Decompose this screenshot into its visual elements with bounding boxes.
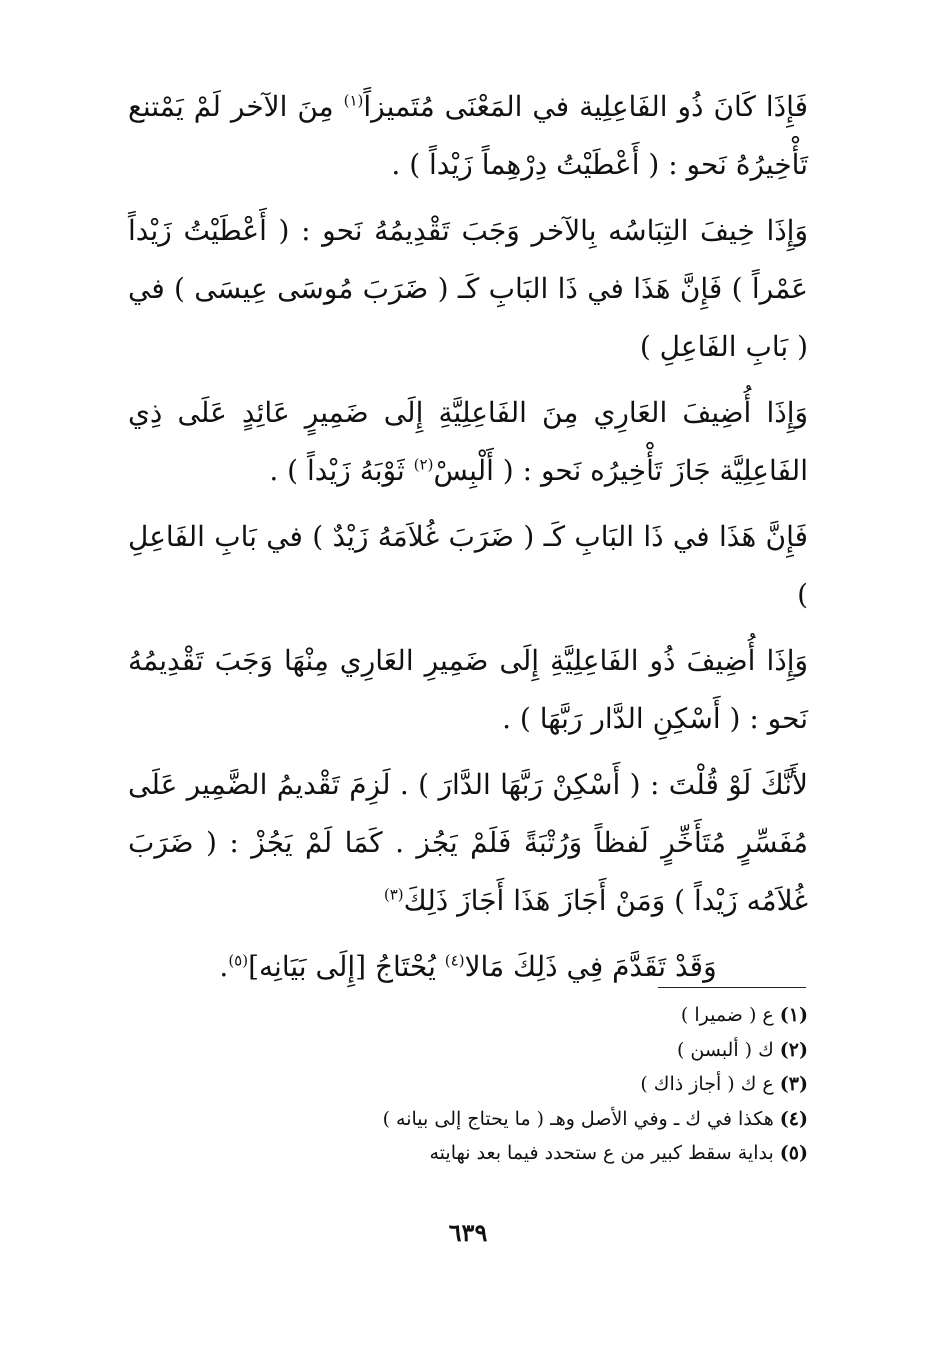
footnote-ref-5: (٥) bbox=[228, 951, 249, 970]
footnote-text: ع ك ( أجاز ذاك ) bbox=[640, 1073, 774, 1095]
paragraph-3 bbox=[128, 384, 808, 500]
footnote-4 bbox=[248, 1102, 808, 1137]
paragraph-5 bbox=[128, 632, 808, 748]
footnote-1 bbox=[248, 998, 808, 1033]
footnote-2 bbox=[248, 1033, 808, 1068]
footnote-number: (٥) bbox=[779, 1142, 808, 1164]
text-run: فَإِنَّ هَذَا في ذَا البَابِ كَـ ( ضَرَبَ غُلاَمَهُ زَيْدٌ ) في بَابِ الفَاعِلِ ) bbox=[128, 520, 808, 611]
footnote-5 bbox=[248, 1136, 808, 1171]
footnote-text: ك ( ألبسن ) bbox=[676, 1038, 774, 1061]
paragraph-6 bbox=[128, 756, 808, 930]
footnote-ref-1: (١) bbox=[343, 91, 364, 110]
page-number: ٦٣٩ bbox=[448, 1218, 488, 1247]
paragraph-2 bbox=[128, 202, 808, 376]
text-run: . bbox=[219, 950, 229, 983]
text-run: مِنَ الآخر لَمْ يَمْتنع تَأْخِيرُهُ نَحو : ( أَعْطَيْتُ دِرْهِماً زَيْداً ) . bbox=[128, 90, 808, 181]
footnote-ref-4: (٤) bbox=[444, 951, 465, 970]
main-text bbox=[128, 78, 808, 1004]
footnote-ref-2: (٢) bbox=[413, 455, 434, 474]
text-run: وَقَدْ تَقَدَّمَ فِي ذَلِكَ مَالا bbox=[464, 950, 717, 983]
footnotes bbox=[248, 998, 808, 1171]
footnote-divider bbox=[658, 987, 806, 988]
text-run: لأَنَّكَ لَوْ قُلْتَ : ( أَسْكِنْ رَبَّهَا الدَّارَ ) . لَزِمَ تَقْديمُ الضَّمِير عَلَى مُفَسِّرٍ مُتَأَخِّرٍ لَفظاً وَرُتْبَةً فَلَمْ يَجُز . كَمَا لَمْ يَجُزْ : ( ضَرَبَ غُلاَمُه زَيْداً ) وَمَنْ أَجَازَ هَذَا أَجَازَ ذَلِكَ bbox=[128, 768, 808, 917]
text-run: وَإِذَا أُضِيفَ العَارِي مِنَ الفَاعِلِيَّةِ إِلَى ضَمِيرٍ عَائِدٍ عَلَى ذِي الفَاعِلِيَّة جَازَ تَأْخِيرُه نَحو : ( أَلْبِسْ bbox=[128, 396, 808, 487]
footnote-ref-3: (٣) bbox=[383, 885, 404, 904]
footnote-number: (٤) bbox=[779, 1107, 808, 1130]
footnote-number: (٢) bbox=[779, 1038, 808, 1061]
footnote-3 bbox=[248, 1067, 808, 1102]
paragraph-1 bbox=[128, 78, 808, 194]
text-run: يُحْتَاجُ [إِلَى بَيَانِه] bbox=[248, 950, 445, 983]
text-run: فَإِذَا كَانَ ذُو الفَاعِلِية في المَعْنَى مُتَميزاً bbox=[363, 90, 808, 123]
footnote-text: هكذا في ك ـ وفي الأصل وهـ ( ما يحتاج إلى بيانه ) bbox=[382, 1107, 774, 1130]
footnote-text: ع ( ضميرا ) bbox=[680, 1004, 774, 1026]
footnote-text: بداية سقط كبير من ع ستحدد فيما بعد نهايته bbox=[429, 1142, 774, 1164]
text-run: ثَوْبَهُ زَيْداً ) . bbox=[269, 454, 414, 487]
text-run: وَإِذَا خِيفَ التِبَاسُه بِالآخر وَجَبَ تَقْدِيمُهُ نَحو : ( أَعْطَيْتُ زَيْداً عَمْراً ) فَإِنَّ هَذَا في ذَا البَابِ كَـ ( ضَرَبَ مُوسَى عِيسَى ) في ( بَابِ الفَاعِلِ ) bbox=[128, 214, 808, 363]
footnote-number: (٣) bbox=[779, 1073, 808, 1095]
footnote-number: (١) bbox=[779, 1004, 808, 1026]
text-run: وَإِذَا أُضِيفَ ذُو الفَاعِلِيَّةِ إِلَى ضَمِيرِ العَارِي مِنْهَا وَجَبَ تَقْدِيمُهُ نَحو : ( أَسْكِنِ الدَّار رَبَّهَا ) . bbox=[128, 644, 808, 735]
paragraph-4 bbox=[128, 508, 808, 624]
